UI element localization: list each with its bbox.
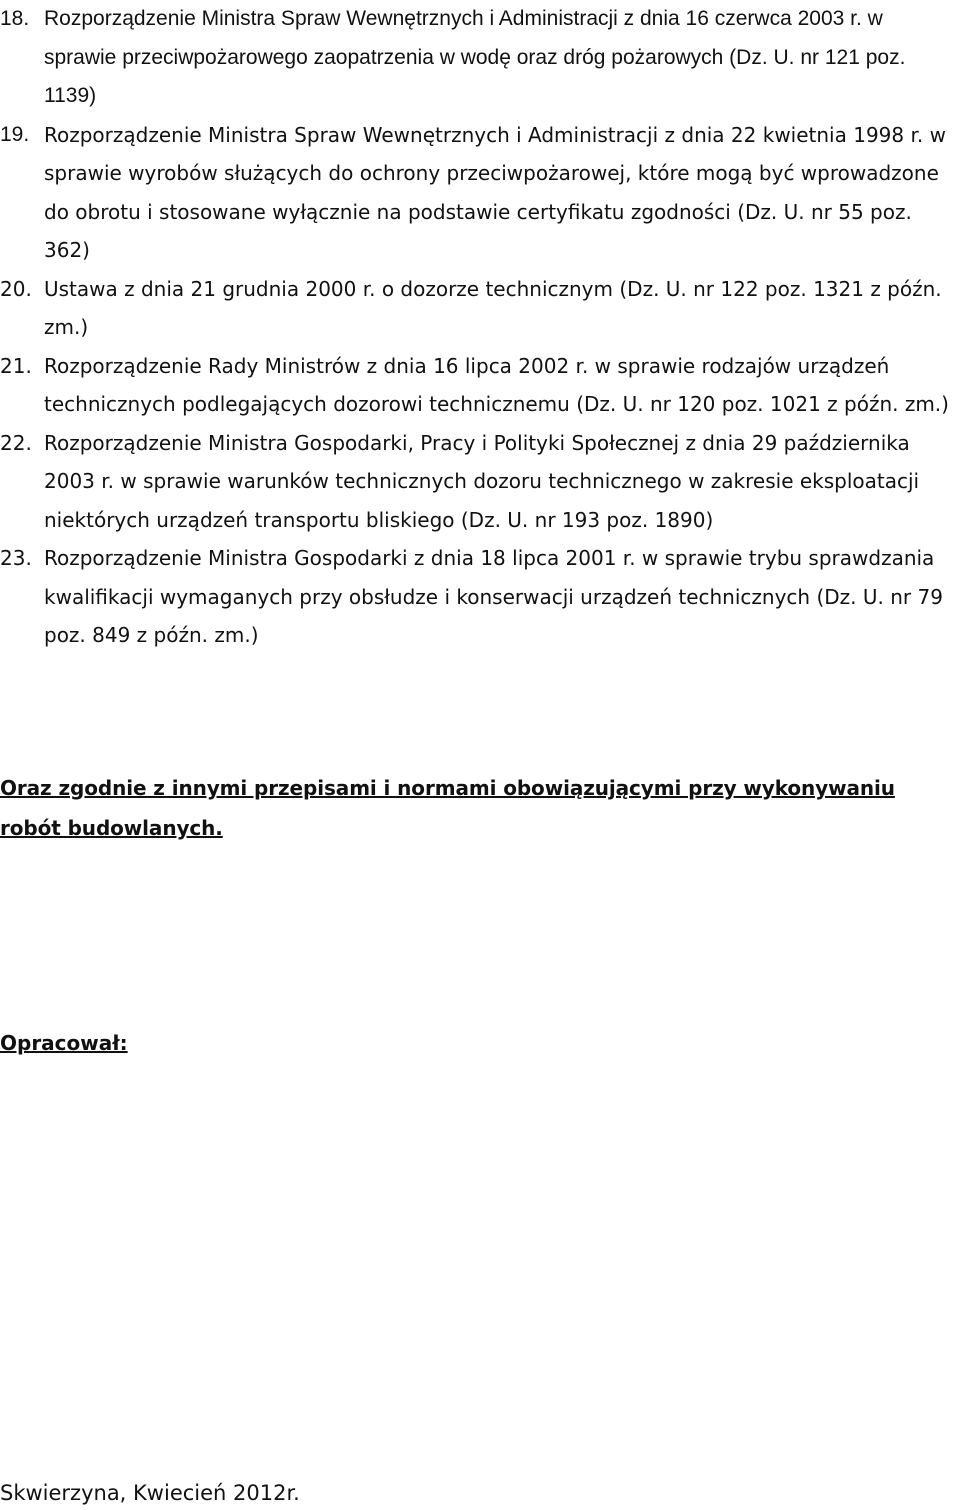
reference-item-18: [0, 0, 960, 116]
prepared-by-label: Opracował:: [0, 1031, 128, 1055]
reference-number: 20.: [0, 276, 32, 301]
reference-item-20: [0, 270, 960, 347]
reference-number: 21.: [0, 353, 32, 378]
place-date: Skwierzyna, Kwiecień 2012r.: [0, 1481, 300, 1505]
reference-text: Rozporządzenie Ministra Gospodarki z dnia 18 lipca 2001 r. w sprawie trybu sprawdzania kwalifikacji wymaganych przy obsłudze i konserwacji urządzeń technicznych (Dz. U. nr 79 poz. 849 z późn. zm.): [44, 546, 943, 647]
reference-text: Rozporządzenie Ministra Gospodarki, Pracy i Polityki Społecznej z dnia 29 października 2003 r. w sprawie warunków technicznych dozoru technicznego w zakresie eksploatacji niektórych urządzeń transportu bliskiego (Dz. U. nr 193 poz. 1890): [44, 430, 920, 532]
reference-text: Rozporządzenie Ministra Spraw Wewnętrznych i Administracji z dnia 22 kwietnia 1998 r. w sprawie wyrobów służących do ochrony przeciwpożarowej, które mogą być wprowadzone do obrotu i stosowane wyłącznie na podstawie certyfikatu zgodności (Dz. U. nr 55 poz. 362): [44, 122, 946, 262]
reference-text: Ustawa z dnia 21 grudnia 2000 r. o dozorze technicznym (Dz. U. nr 122 poz. 1321 z późn. zm.): [44, 276, 942, 339]
reference-number: 19.: [0, 122, 30, 146]
reference-item-22: [0, 424, 960, 540]
closing-line-2: robót budowlanych.: [0, 816, 223, 840]
closing-line-1: Oraz zgodnie z innymi przepisami i normami obowiązującymi przy wykonywaniu: [0, 776, 895, 800]
reference-number: 22.: [0, 430, 32, 455]
reference-number: 23.: [0, 546, 32, 570]
reference-item-19: [0, 116, 960, 270]
closing-statement: [0, 768, 960, 848]
reference-list: [0, 0, 960, 655]
reference-text: Rozporządzenie Ministra Spraw Wewnętrznych i Administracji z dnia 16 czerwca 2003 r. w sprawie przeciwpożarowego zaopatrzenia w wodę oraz dróg pożarowych (Dz. U. nr 121 poz. 1139): [44, 7, 906, 107]
reference-item-23: [0, 539, 960, 655]
reference-item-21: [0, 347, 960, 424]
reference-text: Rozporządzenie Rady Ministrów z dnia 16 lipca 2002 r. w sprawie rodzajów urządzeń technicznych podlegających dozorowi technicznemu (Dz. U. nr 120 poz. 1021 z późn. zm.): [44, 353, 949, 416]
reference-number: 18.: [0, 7, 30, 30]
